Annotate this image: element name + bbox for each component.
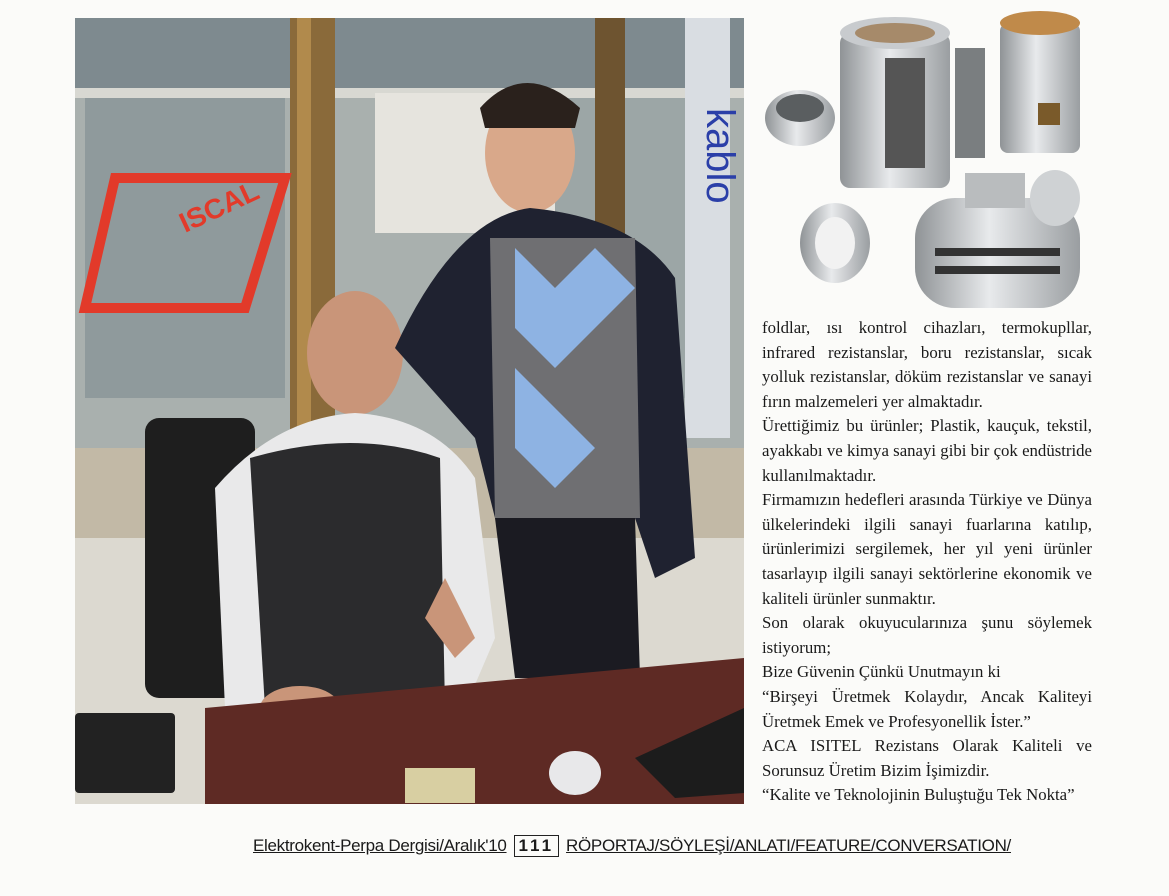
paragraph: “Kalite ve Teknolojinin Buluştuğu Tek Nokta”	[762, 785, 1075, 805]
magazine-name: Elektrokent-Perpa Dergisi/Aralık'10	[253, 836, 507, 855]
page-number: 111	[514, 835, 560, 857]
paragraph: ACA ISITEL Rezistans Olarak Kaliteli ve Sorunsuz Üretim Bizim İşimizdir.	[762, 736, 1092, 780]
business-card	[405, 768, 475, 803]
paragraph: foldlar, ısı kontrol cihazları, termokupllar, infrared rezistanslar, boru rezistanslar, sıcak yolluk rezistanslar, döküm rezistanslar ve sanayi fırın malzemeleri yer almaktadır.	[762, 318, 1092, 411]
mouse	[549, 751, 601, 795]
article-text	[762, 316, 1092, 808]
section-label: RÖPORTAJ/SÖYLEŞİ/ANLATI/FEATURE/CONVERSATION/	[566, 836, 1011, 855]
heater-products-image	[760, 8, 1090, 313]
kablo-sign: kablo	[698, 108, 742, 204]
paragraph: Bize Güvenin Çünkü Unutmayın ki	[762, 662, 1001, 682]
page-footer	[253, 833, 1093, 859]
svg-text:ISCAL: ISCAL	[174, 174, 264, 239]
notebook	[75, 713, 175, 793]
interview-photo	[75, 18, 744, 804]
paragraph: Son olarak okuyucularınıza şunu söylemek istiyorum;	[762, 613, 1092, 657]
paragraph: Firmamızın hedefleri arasında Türkiye ve Dünya ülkelerindeki ilgili sanayi fuarlarına katılıp, ürünlerimizi sergilemek, her yıl yeni ürünler tasarlayıp ilgili sanayi sektörlerine ekonomik ve kaliteli ürünler sunmaktır.	[762, 490, 1092, 608]
paragraph: “Birşeyi Üretmek Kolaydır, Ancak Kaliteyi Üretmek Emek ve Profesyonellik İster.”	[762, 686, 1092, 731]
paragraph: Ürettiğimiz bu ürünler; Plastik, kauçuk, tekstil, ayakkabı ve kimya sanayi gibi bir çok endüstride kullanılmaktadır.	[762, 416, 1092, 485]
